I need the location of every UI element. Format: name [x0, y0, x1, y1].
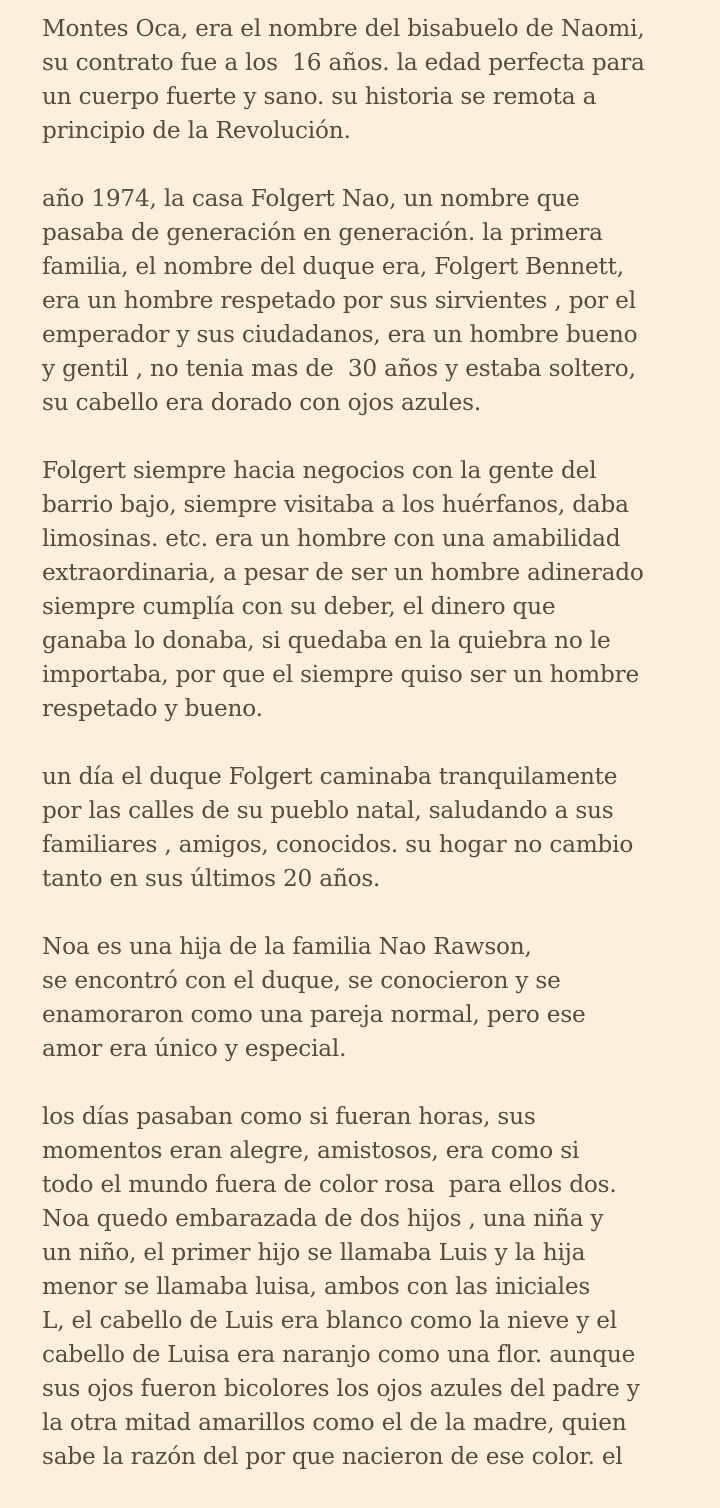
text-line: Folgert siempre hacia negocios con la gente del: [42, 457, 597, 484]
text-line: ganaba lo donaba, si quedaba en la quiebra no le: [42, 627, 611, 654]
text-line: Noa es una hija de la familia Nao Rawson,: [42, 933, 532, 960]
text-line: menor se llamaba luisa, ambos con las iniciales: [42, 1273, 591, 1300]
paragraph-5: [42, 930, 702, 1066]
text-line: sabe la razón del por que nacieron de ese color. el: [42, 1443, 623, 1470]
text-line: la otra mitad amarillos como el de la madre, quien: [42, 1409, 627, 1436]
text-line: sus ojos fueron bicolores los ojos azules del padre y: [42, 1375, 640, 1402]
text-line: un niño, el primer hijo se llamaba Luis y la hija: [42, 1239, 586, 1266]
text-line: un día el duque Folgert caminaba tranquilamente: [42, 763, 618, 790]
text-line: Montes Oca, era el nombre del bisabuelo de Naomi,: [42, 15, 645, 42]
text-line: por las calles de su pueblo natal, saludando a sus: [42, 797, 614, 824]
text-line: todo el mundo fuera de color rosa para ellos dos.: [42, 1171, 617, 1198]
text-line: L, el cabello de Luis era blanco como la nieve y el: [42, 1307, 618, 1334]
text-line: momentos eran alegre, amistosos, era como si: [42, 1137, 580, 1164]
paragraph-3: [42, 454, 702, 726]
text-line: su cabello era dorado con ojos azules.: [42, 389, 482, 416]
text-line: pasaba de generación en generación. la primera: [42, 219, 603, 246]
text-line: Noa quedo embarazada de dos hijos , una niña y: [42, 1205, 604, 1232]
text-line: siempre cumplía con su deber, el dinero que: [42, 593, 556, 620]
text-line: se encontró con el duque, se conocieron y se: [42, 967, 561, 994]
text-line: tanto en sus últimos 20 años.: [42, 865, 381, 892]
text-line: barrio bajo, siempre visitaba a los huérfanos, daba: [42, 491, 629, 518]
paragraph-1: [42, 12, 702, 148]
reader-text-body: [42, 12, 702, 1508]
text-line: enamoraron como una pareja normal, pero ese: [42, 1001, 586, 1028]
text-line: familiares , amigos, conocidos. su hogar no cambio: [42, 831, 634, 858]
text-line: familia, el nombre del duque era, Folgert Bennett,: [42, 253, 624, 280]
text-line: su contrato fue a los 16 años. la edad perfecta para: [42, 49, 645, 76]
text-line: emperador y sus ciudadanos, era un hombre bueno: [42, 321, 638, 348]
text-line: respetado y bueno.: [42, 695, 263, 722]
text-line: extraordinaria, a pesar de ser un hombre adinerado: [42, 559, 644, 586]
paragraph-4: [42, 760, 702, 896]
text-line: año 1974, la casa Folgert Nao, un nombre que: [42, 185, 580, 212]
text-line: principio de la Revolución.: [42, 117, 351, 144]
text-line: un cuerpo fuerte y sano. su historia se remota a: [42, 83, 597, 110]
paragraph-6: [42, 1100, 702, 1474]
text-line: importaba, por que el siempre quiso ser un hombre: [42, 661, 639, 688]
text-line: amor era único y especial.: [42, 1035, 347, 1062]
text-line: los días pasaban como si fueran horas, sus: [42, 1103, 536, 1130]
text-line: y gentil , no tenia mas de 30 años y estaba soltero,: [42, 355, 636, 382]
text-line: era un hombre respetado por sus sirvientes , por el: [42, 287, 636, 314]
text-line: limosinas. etc. era un hombre con una amabilidad: [42, 525, 621, 552]
text-line: cabello de Luisa era naranjo como una flor. aunque: [42, 1341, 636, 1368]
paragraph-2: [42, 182, 702, 420]
